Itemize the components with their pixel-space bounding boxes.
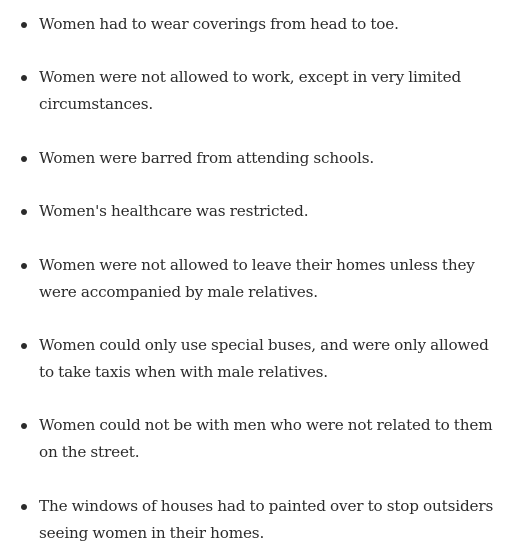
bullet-dot — [21, 423, 27, 429]
bullet-dot — [21, 156, 27, 162]
bullet-dot — [21, 343, 27, 349]
bullet-dot — [21, 504, 27, 510]
bullet-dot — [21, 209, 27, 215]
bullet-dot — [21, 263, 27, 269]
bullet-dot — [21, 22, 27, 28]
list-item-text: Women could only use special buses, and were only allowed to take taxis when with male relatives. — [39, 336, 489, 381]
list-item-text: Women were barred from attending schools. — [39, 149, 375, 167]
list-item-text: Women's healthcare was restricted. — [39, 202, 309, 220]
list-item-text: The windows of houses had to painted over to stop outsiders seeing women in their homes. — [39, 497, 494, 542]
bullet-dot — [21, 75, 27, 81]
list-item-text: Women had to wear coverings from head to toe. — [39, 15, 399, 33]
list-item-text: Women were not allowed to leave their homes unless they were accompanied by male relatives. — [39, 256, 475, 301]
list-item-text: Women were not allowed to work, except in very limited circumstances. — [39, 68, 462, 113]
list-item-text: Women could not be with men who were not related to them on the street. — [39, 416, 493, 461]
